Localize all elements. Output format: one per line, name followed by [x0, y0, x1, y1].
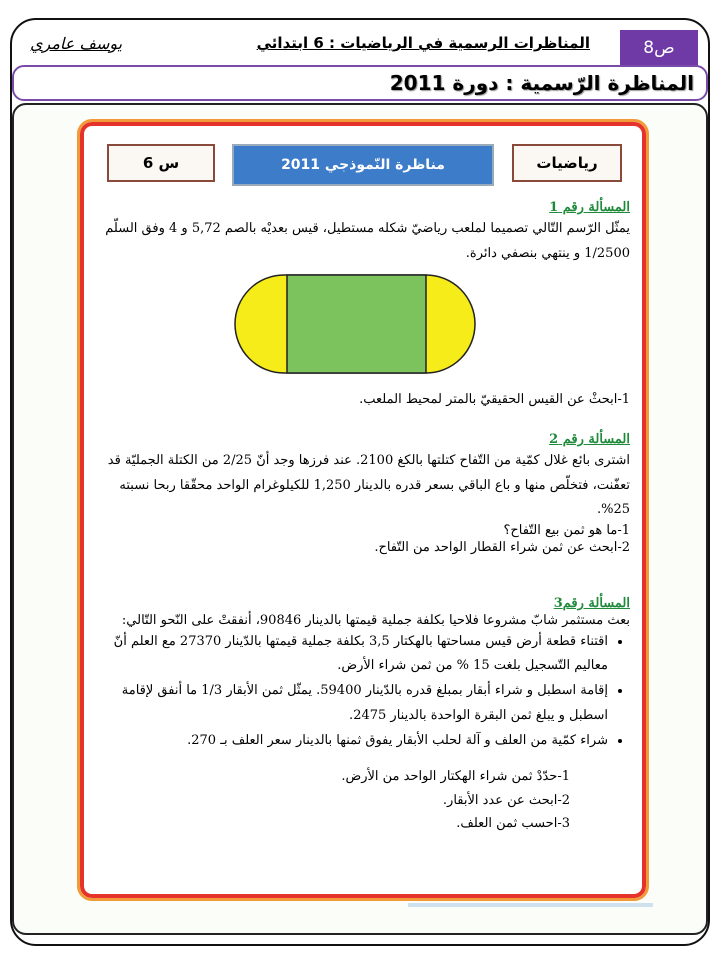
problem-2-title: المسألة رقم 2: [549, 432, 630, 447]
subject-box: رياضيات: [512, 144, 622, 182]
bullet-land: • اقتناء قطعة أرض قيس مساحتها بالهكتار 3,5 بكلفة جملية قيمتها بالدّينار 27370 مع العلم أنّ معاليم التّسجيل بلغت 15 % من ثمن شراء الأرض.: [94, 630, 608, 679]
bullet-stable: • إقامة اسطبل و شراء أبقار بمبلغ قدره بالدّينار 59400. يمثّل ثمن الأبقار 1/3 ما أنفق لإقامة اسطبل و يبلغ ثمن البقرة الواحدة بالدينار 2475.: [94, 679, 608, 728]
author-signature: يوسف عامري: [30, 34, 123, 53]
exam-sheet: [80, 122, 646, 898]
problem-3-text: بعث مستثمر شابّ مشروعا فلاحيا بكلفة جملية قيمتها بالدينار 90846، أنفقتْ على النّحو التّالي:: [121, 612, 630, 628]
problem-3-q1: 1-حدّدْ ثمن شراء الهكتار الواحد من الأرض.: [341, 769, 570, 785]
exam-name-box: مناظرة النّموذجي 2011: [232, 144, 494, 186]
problem-3-title: المسألة رقم3: [553, 596, 630, 611]
problem-2-q2: 2-ابحث عن ثمن شراء القطار الواحد من التّفاح.: [374, 539, 630, 555]
header-title: المناظرات الرسمية في الرياضيات : 6 ابتدائي: [256, 34, 590, 52]
problem-1-title: المسألة رقم 1: [549, 200, 630, 215]
bullet-feed: • شراء كمّية من العلف و آلة لحلب الأبقار يفوق ثمنها بالدينار سعر العلف بـ 270.: [94, 729, 608, 754]
problem-1: [94, 200, 630, 266]
subtitle: المناظرة الرّسمية : دورة 2011: [389, 71, 694, 95]
problem-2-q1: 1-ما هو ثمن بيع التّفاح؟: [503, 522, 630, 538]
question-box: س 6: [107, 144, 215, 182]
stadium-rectangle: [287, 275, 426, 373]
problem-3-q2: 2-ابحث عن عدد الأبقار.: [442, 792, 570, 808]
problem-2-text: اشترى بائع غلال كمّية من التّفاح كتلتها بالكغ 2100. عند فرزها وجد أنّ 2/25 من الكتلة الجمليّة قد تعفّنت، فتخلّص منها و باع الباقي بسعر قدره بالدينار 1,250 للكيلوغرام الواحد محقّقا ربحا نسبته 25%.: [107, 452, 630, 518]
stadium-diagram: [232, 274, 478, 374]
decorative-line: [408, 903, 653, 907]
page-number: ص8: [620, 30, 698, 66]
problem-3-q3: 3-احسب ثمن العلف.: [456, 816, 570, 831]
problem-2: [94, 432, 630, 557]
problem-3: [94, 596, 630, 835]
problem-1-question: 1-ابحثْ عن القيس الحقيقيّ بالمتر لمحيط الملعب.: [359, 392, 630, 407]
problem-1-text: يمثّل الرّسم التّالي تصميما لملعب رياضيّ شكله مستطيل، قيس بعديْه بالصم 5,72 و 4 وفق السلّم 1/2500 و ينتهي بنصفي دائرة.: [105, 220, 630, 261]
subtitle-bar: [12, 65, 708, 101]
